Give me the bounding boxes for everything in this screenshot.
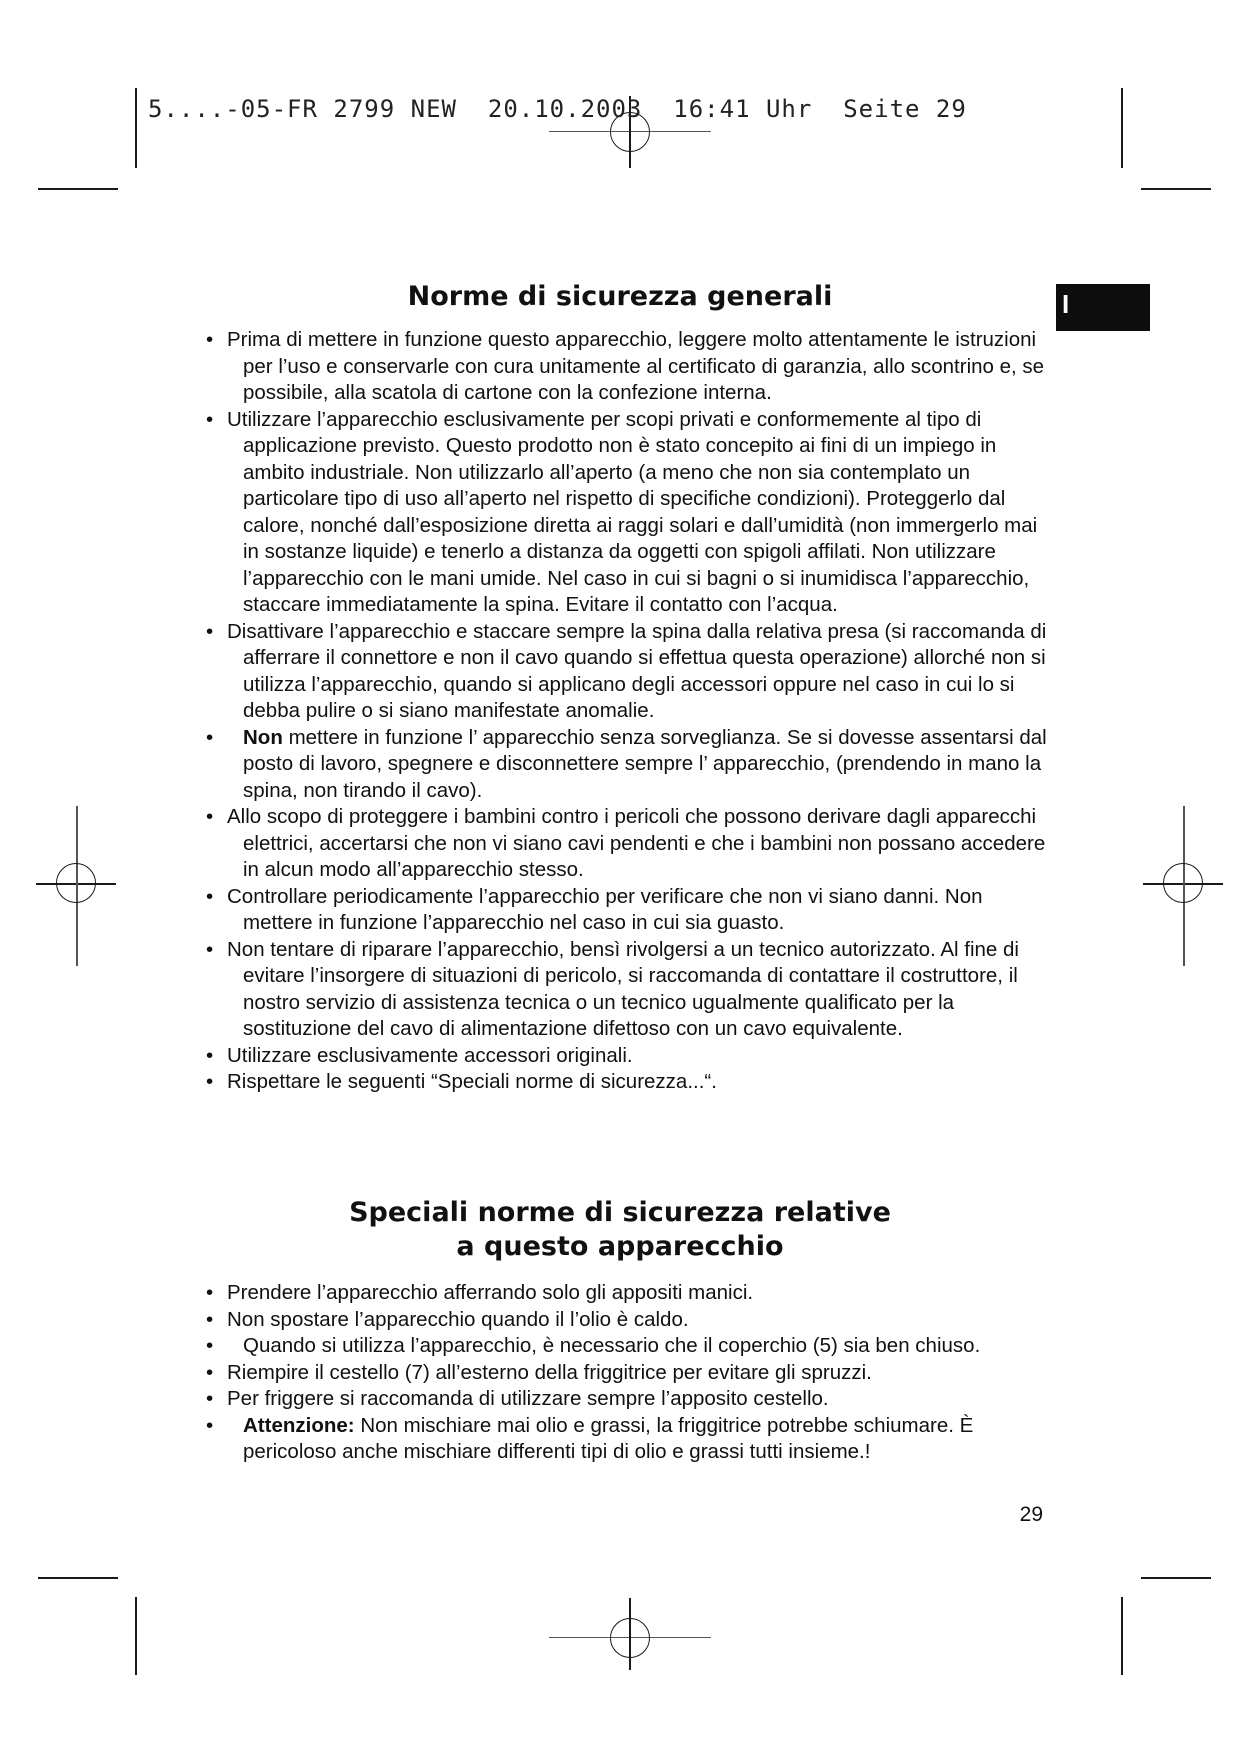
list-item-lead: Utilizzare esclusivamente accessori originali. (227, 1043, 633, 1067)
bullet: • (206, 1360, 214, 1384)
list-item-bold-lead: Non (243, 725, 283, 749)
bullet: • (206, 407, 214, 431)
list-item-lead: Utilizzare l’apparecchio esclusivamente per scopi privati e conformemente al (227, 407, 921, 431)
crop-mark-bottom-right-vertical (1121, 1597, 1123, 1675)
bullet: • (206, 805, 214, 828)
bullet: • (206, 1387, 214, 1410)
bullet: • (206, 619, 214, 643)
language-tab (1056, 284, 1150, 331)
list-item (205, 725, 1055, 805)
bullet: • (206, 1307, 214, 1331)
list-item-lead: Non tentare di riparare l’apparecchio, bensì rivolgersi a un tecnico autorizzato. (227, 937, 936, 961)
list-item-text: tipo di applicazione previsto. Questo prodotto non è stato concepito ai fini di un impiego in ambito industriale. Non utilizzarlo all’aperto (a meno che non sia contemplato un particolare tipo di uso all’aperto nel rispetto di specifiche condizioni). Proteggerlo dal calore, nonché dall’esposizione diretta ai raggi solari e dall’umidità (non immergerlo mai in sostanze liquide) e tenerlo a distanza da oggetti con spigoli affilati. Non utilizzare l’apparecchio con le mani umide. Nel caso in cui si bagni o si inumidisca l’apparecchio, staccare immediatamente la spina. Evitare il contatto con l’acqua. (243, 407, 1038, 616)
bullet: • (206, 1070, 214, 1093)
list-item (205, 884, 1055, 937)
list-item-text: Quando si utilizza l’apparecchio, è necessario che il coperchio (5) sia ben chiuso. (243, 1334, 981, 1357)
list-item (205, 1360, 1055, 1387)
crop-mark-top-right-vertical (1121, 88, 1123, 168)
list-item-text: (si raccomanda di afferrare il connettore e non il cavo quando si effettua questa operazione) allorché non si utilizza l’apparecchio, quando si applicano degli accessori oppure nel caso in cui lo si debba pulire o si siano manifestate anomalie. (243, 619, 1047, 722)
crop-mark-top-left-horizontal (38, 188, 118, 190)
list-item-text: Non mischiare mai olio e grassi, la friggitrice potrebbe schiumare. È pericoloso anche mischiare differenti tipi di olio e grassi tutti insieme.! (243, 1413, 974, 1463)
special-safety-heading-line1: Speciali norme di sicurezza relative (349, 1197, 891, 1228)
bullet: • (206, 1043, 214, 1067)
bullet: • (206, 725, 214, 749)
print-slug: 5....-05-FR 2799 NEW 20.10.2003 16:41 Uhr Seite 29 (148, 95, 967, 123)
list-item (205, 327, 1055, 407)
list-item (205, 1307, 1055, 1334)
page-number: 29 (1019, 1503, 1043, 1526)
list-item (205, 937, 1055, 1043)
list-item-lead: Riempire il cestello (7) all’esterno della friggitrice per evitare gli spruzzi. (227, 1360, 872, 1384)
bullet: • (206, 328, 214, 351)
list-item (205, 804, 1055, 884)
list-item-text: apparecchi elettrici, accertarsi che non vi siano cavi pendenti e che i bambini non possano accedere in alcun modo all’apparecchio stesso. (243, 805, 1046, 881)
list-item-lead: Allo scopo di proteggere i bambini contro i pericoli che possono derivare dagli (227, 805, 931, 828)
general-safety-list (205, 327, 1055, 1096)
list-item (205, 1386, 1055, 1413)
list-item-text: istruzioni per l’uso e conservarle con cura unitamente al certificato di garanzia, allo scontrino e, se possibile, alla scatola di cartone con la confezione interna. (243, 328, 1045, 404)
list-item (205, 1333, 1055, 1360)
list-item-bold-lead: Attenzione: (243, 1413, 355, 1437)
bullet: • (206, 1413, 214, 1437)
list-item-lead: Disattivare l’apparecchio e staccare sempre la spina dalla relativa presa (227, 619, 879, 643)
list-item-lead: Rispettare le seguenti “Speciali norme di sicurezza...“. (227, 1070, 717, 1093)
list-item-text: Non mettere in funzione l’apparecchio nel caso in cui sia guasto. (243, 884, 983, 934)
bullet: • (206, 1281, 214, 1304)
crop-mark-top-left-vertical (135, 88, 137, 168)
list-item (205, 619, 1055, 725)
crop-mark-top-right-horizontal (1141, 188, 1211, 190)
list-item (205, 407, 1055, 619)
list-item-lead: Non spostare l’apparecchio quando il l’olio è caldo. (227, 1307, 689, 1331)
special-safety-list (205, 1280, 1055, 1466)
list-item-lead: Per friggere si raccomanda di utilizzare sempre l’apposito cestello. (227, 1387, 829, 1410)
list-item (205, 1413, 1055, 1466)
list-item-lead: Prendere l’apparecchio afferrando solo gli appositi manici. (227, 1281, 754, 1304)
language-tab-label: I (1062, 289, 1070, 319)
bullet: • (206, 1334, 214, 1357)
list-item (205, 1043, 1055, 1070)
crop-mark-bottom-left-vertical (135, 1597, 137, 1675)
list-item (205, 1069, 1055, 1096)
special-safety-heading (190, 1196, 1050, 1264)
special-safety-heading-line2: a questo apparecchio (456, 1231, 784, 1262)
bullet: • (206, 884, 214, 908)
list-item-text: Al fine di evitare l’insorgere di situazioni di pericolo, si raccomanda di contattare il costruttore, il nostro servizio di assistenza tecnica o un tecnico ugualmente qualificato per la sostituzione del cavo di alimentazione difettoso con un cavo equivalente. (243, 937, 1019, 1040)
bullet: • (206, 937, 214, 961)
list-item-lead: Controllare periodicamente l’apparecchio per verificare che non vi siano danni. (227, 884, 940, 908)
crop-mark-bottom-right-horizontal (1141, 1577, 1211, 1579)
crop-mark-bottom-left-horizontal (38, 1577, 118, 1579)
general-safety-heading: Norme di sicurezza generali (407, 281, 833, 312)
list-item-text: mettere in funzione l’ apparecchio senza sorveglianza. Se si dovesse assentarsi dal posto di lavoro, spegnere e disconnettere sempre l’ apparecchio, (prendendo in mano la spina, non tirando il cavo). (243, 725, 1047, 802)
list-item (205, 1280, 1055, 1307)
list-item-lead: Prima di mettere in funzione questo apparecchio, leggere molto attentamente le (227, 328, 950, 351)
